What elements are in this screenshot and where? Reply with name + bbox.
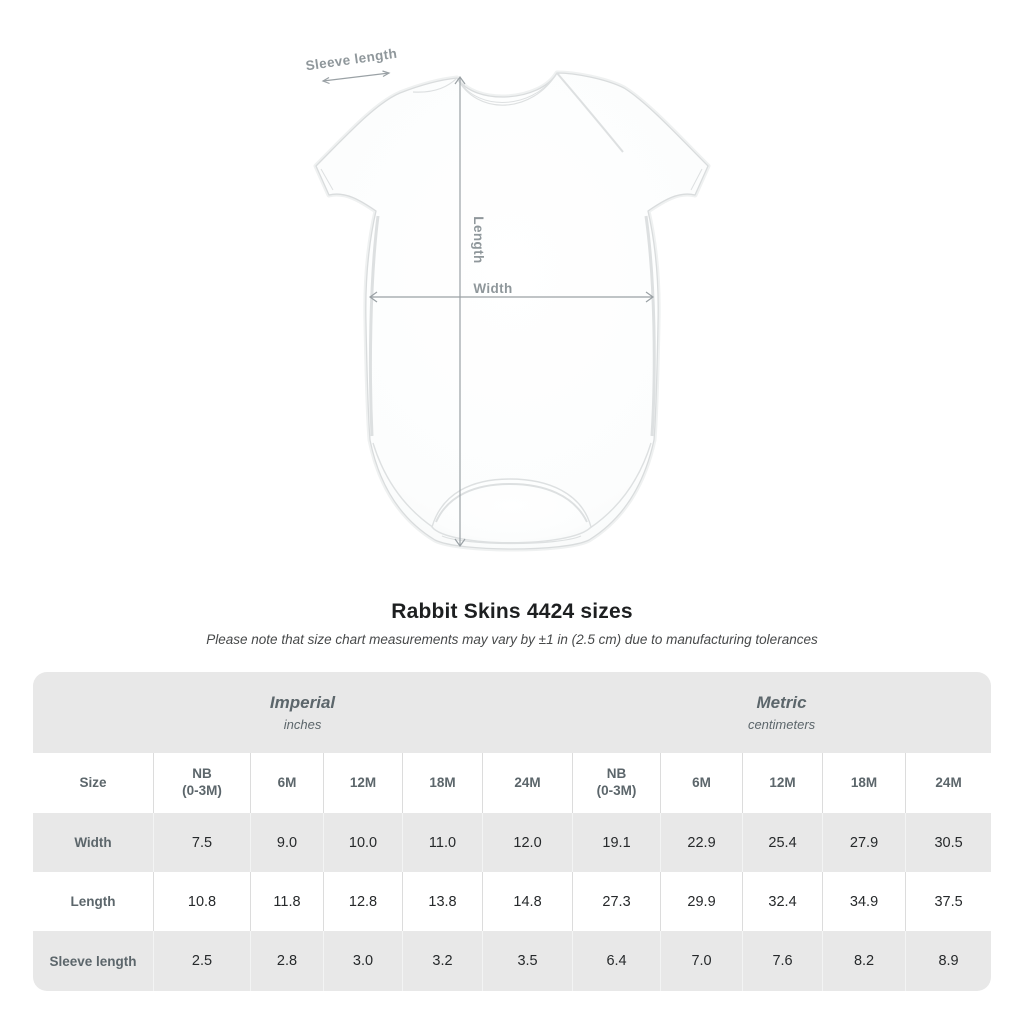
size-table xyxy=(33,672,991,991)
table-cell: 8.9 xyxy=(905,931,991,991)
bodysuit-body xyxy=(316,73,708,549)
table-cell: 34.9 xyxy=(822,872,905,931)
column-header-18m-imperial: 18M xyxy=(402,753,482,813)
table-row-length xyxy=(33,872,991,931)
metric-section-header xyxy=(572,672,991,753)
table-cell: 6.4 xyxy=(572,931,660,991)
table-cell: 2.8 xyxy=(250,931,323,991)
table-cell: 14.8 xyxy=(482,872,572,931)
column-header-6m-metric: 6M xyxy=(660,753,742,813)
table-cell: 27.9 xyxy=(822,813,905,872)
table-cell: 8.2 xyxy=(822,931,905,991)
size-header: Size xyxy=(33,753,153,813)
table-row-width xyxy=(33,813,991,872)
table-cell: 7.5 xyxy=(153,813,250,872)
table-cell: 19.1 xyxy=(572,813,660,872)
table-cell: 11.0 xyxy=(402,813,482,872)
row-label-width: Width xyxy=(33,813,153,872)
imperial-section-header xyxy=(33,672,572,753)
metric-sublabel: centimeters xyxy=(747,717,816,732)
column-header-12m-imperial: 12M xyxy=(323,753,402,813)
table-cell: 10.8 xyxy=(153,872,250,931)
length-label: Length xyxy=(471,216,486,264)
table-cell: 37.5 xyxy=(905,872,991,931)
table-cell: 32.4 xyxy=(742,872,822,931)
column-header-18m-metric: 18M xyxy=(822,753,905,813)
table-cell: 3.2 xyxy=(402,931,482,991)
bodysuit-size-diagram xyxy=(250,40,770,570)
column-header-12m-metric: 12M xyxy=(742,753,822,813)
column-header-6m-imperial: 6M xyxy=(250,753,323,813)
bodysuit-outline xyxy=(316,73,708,549)
imperial-label: Imperial xyxy=(269,693,336,712)
table-cell: 11.8 xyxy=(250,872,323,931)
imperial-sublabel: inches xyxy=(283,717,322,732)
table-row-sleeve-length xyxy=(33,931,991,991)
table-cell: 7.6 xyxy=(742,931,822,991)
sleeve-length-arrow xyxy=(323,73,389,81)
table-cell: 3.0 xyxy=(323,931,402,991)
tolerance-note: Please note that size chart measurements may vary by ±1 in (2.5 cm) due to manufacturing tolerances xyxy=(206,632,818,647)
width-label: Width xyxy=(473,281,513,296)
table-cell: 10.0 xyxy=(323,813,402,872)
column-header-24m-metric: 24M xyxy=(905,753,991,813)
table-cell: 12.0 xyxy=(482,813,572,872)
table-cell: 30.5 xyxy=(905,813,991,872)
row-label-length: Length xyxy=(33,872,153,931)
column-header-24m-imperial: 24M xyxy=(482,753,572,813)
page-title: Rabbit Skins 4424 sizes xyxy=(391,600,633,623)
column-header-row xyxy=(33,753,991,813)
column-header-nb-metric: NB (0-3M) xyxy=(572,753,660,813)
table-cell: 9.0 xyxy=(250,813,323,872)
table-cell: 12.8 xyxy=(323,872,402,931)
sleeve-length-label: Sleeve length xyxy=(304,45,399,74)
row-label-sleeve-length: Sleeve length xyxy=(33,931,153,991)
table-cell: 22.9 xyxy=(660,813,742,872)
table-cell: 27.3 xyxy=(572,872,660,931)
table-cell: 2.5 xyxy=(153,931,250,991)
table-cell: 7.0 xyxy=(660,931,742,991)
column-header-nb-imperial: NB (0-3M) xyxy=(153,753,250,813)
unit-band-row xyxy=(33,672,991,753)
table-cell: 13.8 xyxy=(402,872,482,931)
metric-label: Metric xyxy=(756,693,807,712)
table-cell: 29.9 xyxy=(660,872,742,931)
table-cell: 25.4 xyxy=(742,813,822,872)
table-cell: 3.5 xyxy=(482,931,572,991)
